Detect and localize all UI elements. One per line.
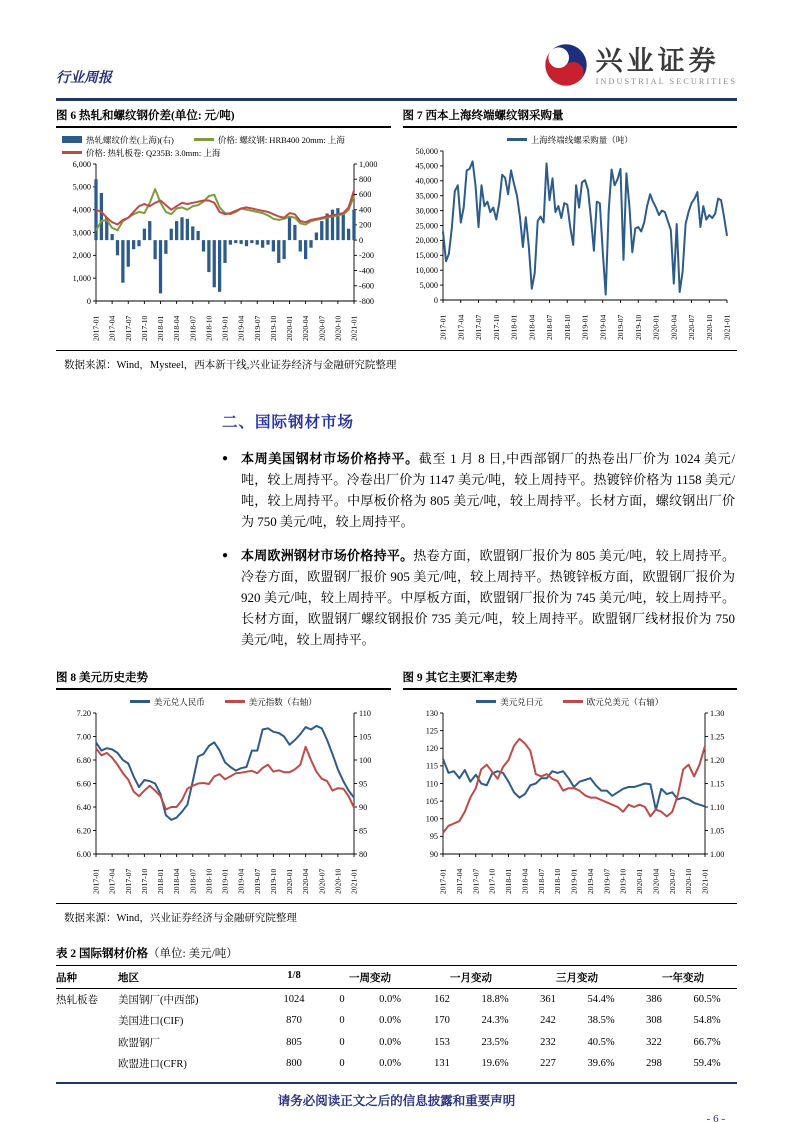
svg-text:110: 110 <box>425 778 438 788</box>
svg-text:1.15: 1.15 <box>709 778 724 788</box>
svg-text:2018-10: 2018-10 <box>552 868 562 894</box>
table-caption <box>56 945 737 961</box>
svg-text:-400: -400 <box>359 265 375 275</box>
svg-text:6.40: 6.40 <box>76 802 91 812</box>
page-header <box>0 0 793 93</box>
bullet-list <box>222 448 735 650</box>
svg-text:2018-10: 2018-10 <box>204 315 214 341</box>
svg-text:115: 115 <box>425 761 438 771</box>
svg-text:35,000: 35,000 <box>414 191 438 200</box>
svg-text:2017-01: 2017-01 <box>91 868 101 894</box>
svg-text:2020-10: 2020-10 <box>683 868 693 894</box>
svg-text:90: 90 <box>429 849 438 859</box>
svg-text:105: 105 <box>425 796 438 806</box>
svg-text:2021-01: 2021-01 <box>349 868 359 894</box>
figure-7 <box>403 104 738 350</box>
bullet-body: 截至 1 月 8 日,中西部钢厂的热卷出厂价为 1024 美元/吨，较上周持平。冷卷出厂价为 1147 美元/吨，较上周持平。热镀锌价格为 1158 美元/吨，较上周持平。中厚板价格为 805 美元/吨，较上周持平。长材方面，螺纹钢出厂价为 750 美元/吨，较上周持平。 <box>241 450 735 529</box>
svg-text:2019-01: 2019-01 <box>220 315 230 341</box>
svg-text:2020-07: 2020-07 <box>317 315 327 341</box>
svg-text:2020-04: 2020-04 <box>301 315 311 341</box>
svg-text:2017-04: 2017-04 <box>455 314 465 340</box>
svg-text:45,000: 45,000 <box>414 161 438 171</box>
svg-text:10,000: 10,000 <box>414 265 438 275</box>
svg-text:100: 100 <box>425 814 438 824</box>
svg-text:2018-01: 2018-01 <box>156 868 166 894</box>
legend-swatch <box>194 138 214 141</box>
svg-text:2018-10: 2018-10 <box>562 314 572 340</box>
legend-label: 热轧螺纹价差(上海)(右) <box>86 134 174 145</box>
svg-text:2020-07: 2020-07 <box>686 314 696 340</box>
svg-text:400: 400 <box>359 204 372 214</box>
svg-text:25,000: 25,000 <box>414 220 438 230</box>
svg-text:95: 95 <box>429 831 438 841</box>
legend-swatch <box>507 138 527 141</box>
svg-text:4,000: 4,000 <box>72 204 91 214</box>
svg-text:2020-04: 2020-04 <box>650 868 660 894</box>
svg-text:15,000: 15,000 <box>414 250 438 260</box>
svg-text:2018-01: 2018-01 <box>156 315 166 341</box>
col-header: 一年变动 <box>662 972 704 984</box>
svg-text:2017-10: 2017-10 <box>491 314 501 340</box>
data-source-2: 数据来源：Wind，兴业证券经济与金融研究院整理 <box>64 912 297 924</box>
svg-text:2020-04: 2020-04 <box>301 868 311 894</box>
svg-text:105: 105 <box>359 731 372 741</box>
svg-text:1.25: 1.25 <box>709 731 724 741</box>
col-header: 三月变动 <box>556 972 598 984</box>
table-caption-unit: （单位: 美元/吨） <box>148 947 238 960</box>
svg-text:2017-10: 2017-10 <box>487 868 497 894</box>
svg-text:2018-07: 2018-07 <box>188 868 198 894</box>
svg-text:6.20: 6.20 <box>76 825 91 835</box>
svg-text:2,000: 2,000 <box>72 250 91 260</box>
svg-text:2017-07: 2017-07 <box>470 868 480 894</box>
svg-text:2019-01: 2019-01 <box>220 868 230 894</box>
svg-text:2019-07: 2019-07 <box>252 315 262 341</box>
section-number: 二、 <box>222 413 256 431</box>
svg-text:2019-04: 2019-04 <box>597 314 607 340</box>
svg-text:40,000: 40,000 <box>414 176 438 186</box>
svg-text:2021-01: 2021-01 <box>349 315 359 341</box>
international-steel-price-table <box>56 965 737 1075</box>
bullet-icon: ● <box>222 452 229 464</box>
figure-9 <box>403 666 738 903</box>
col-header: 1/8 <box>287 969 301 981</box>
svg-text:600: 600 <box>359 189 372 199</box>
svg-text:30,000: 30,000 <box>414 205 438 215</box>
legend-swatch <box>130 700 150 703</box>
svg-text:2020-04: 2020-04 <box>668 314 678 340</box>
svg-text:2020-01: 2020-01 <box>651 314 661 340</box>
svg-text:2018-10: 2018-10 <box>204 868 214 894</box>
svg-text:120: 120 <box>425 743 438 753</box>
table-header-row <box>56 966 737 989</box>
svg-text:5,000: 5,000 <box>419 280 438 290</box>
legend-label: 欧元兑美元（右轴） <box>586 696 664 707</box>
svg-text:50,000: 50,000 <box>414 146 438 156</box>
svg-text:0: 0 <box>86 296 91 306</box>
table-caption-title: 表 2 国际钢材价格 <box>56 947 148 960</box>
svg-text:2018-07: 2018-07 <box>544 314 554 340</box>
svg-text:1.00: 1.00 <box>709 849 724 859</box>
col-header: 一周变动 <box>349 972 391 984</box>
legend-label: 美元兑人民币 <box>153 696 205 707</box>
page-number: - 6 - <box>706 1113 725 1122</box>
svg-text:7.00: 7.00 <box>76 731 91 741</box>
svg-text:2017-01: 2017-01 <box>438 314 448 340</box>
svg-text:2020-10: 2020-10 <box>333 315 343 341</box>
svg-text:2020-01: 2020-01 <box>285 868 295 894</box>
legend-label: 价格: 螺纹钢: HRB400 20mm: 上海 <box>217 134 345 145</box>
svg-text:2020-10: 2020-10 <box>704 314 714 340</box>
svg-text:6,000: 6,000 <box>72 159 91 169</box>
svg-text:6.80: 6.80 <box>76 755 91 765</box>
svg-text:6.60: 6.60 <box>76 778 91 788</box>
svg-text:2021-01: 2021-01 <box>700 868 710 894</box>
legend-label: 价格: 热轧板卷: Q235B: 3.0mm: 上海 <box>86 147 221 158</box>
legend-swatch <box>563 700 583 703</box>
svg-text:2017-07: 2017-07 <box>473 314 483 340</box>
svg-text:2019-10: 2019-10 <box>268 868 278 894</box>
figure-7-title: 图 7 西本上海终端螺纹钢采购量 <box>403 104 738 128</box>
svg-text:80: 80 <box>359 849 368 859</box>
bullet-lead: 本周美国钢材市场价格持平。 <box>241 450 419 466</box>
svg-text:1.05: 1.05 <box>709 825 724 835</box>
brand-name-cn: 兴业证券 <box>595 46 720 77</box>
svg-text:200: 200 <box>359 220 372 230</box>
svg-text:2019-04: 2019-04 <box>236 868 246 894</box>
svg-text:2019-10: 2019-10 <box>633 314 643 340</box>
svg-text:2020-01: 2020-01 <box>634 868 644 894</box>
svg-text:800: 800 <box>359 174 372 184</box>
svg-text:2018-04: 2018-04 <box>519 868 529 894</box>
svg-text:2018-01: 2018-01 <box>509 314 519 340</box>
svg-text:2018-07: 2018-07 <box>536 868 546 894</box>
svg-text:90: 90 <box>359 802 368 812</box>
svg-text:1.20: 1.20 <box>709 755 724 765</box>
report-type-label: 行业周报 <box>56 69 112 85</box>
svg-text:2020-01: 2020-01 <box>285 315 295 341</box>
figure-8 <box>56 666 391 903</box>
chart-usd-history <box>56 690 391 903</box>
chart-hotrolled-rebar-spread <box>56 128 391 350</box>
svg-text:2019-10: 2019-10 <box>268 315 278 341</box>
svg-text:2021-01: 2021-01 <box>722 314 732 340</box>
svg-text:95: 95 <box>359 778 368 788</box>
svg-text:2018-07: 2018-07 <box>188 315 198 341</box>
svg-text:100: 100 <box>359 755 372 765</box>
svg-text:125: 125 <box>425 725 438 735</box>
svg-text:110: 110 <box>359 708 371 718</box>
svg-text:130: 130 <box>425 708 438 718</box>
legend-swatch <box>225 700 245 703</box>
svg-text:2020-10: 2020-10 <box>333 868 343 894</box>
bullet-lead: 本周欧洲钢材市场价格持平。 <box>241 547 414 563</box>
chart-shanghai-rebar-purchase <box>403 128 738 349</box>
svg-text:5,000: 5,000 <box>72 182 91 192</box>
svg-text:2019-04: 2019-04 <box>585 868 595 894</box>
svg-text:2017-10: 2017-10 <box>139 868 149 894</box>
svg-text:2019-01: 2019-01 <box>580 314 590 340</box>
svg-text:2018-04: 2018-04 <box>526 314 536 340</box>
svg-text:0: 0 <box>359 235 364 245</box>
svg-text:2017-07: 2017-07 <box>123 868 133 894</box>
svg-text:2019-07: 2019-07 <box>615 314 625 340</box>
svg-text:2020-07: 2020-07 <box>667 868 677 894</box>
brand-swirl-icon <box>543 42 589 93</box>
svg-text:2019-01: 2019-01 <box>569 868 579 894</box>
figure-row-1 <box>56 101 737 351</box>
data-source-1: 数据来源：Wind，Mysteel，西本新干线,兴业证券经济与金融研究院整理 <box>64 359 397 371</box>
legend-label: 上海终端线螺采购量（吨） <box>530 134 633 145</box>
figure-8-title: 图 8 美元历史走势 <box>56 666 391 690</box>
svg-text:2019-10: 2019-10 <box>618 868 628 894</box>
footer-rule <box>56 1082 737 1085</box>
svg-text:6.00: 6.00 <box>76 849 91 859</box>
svg-text:2017-10: 2017-10 <box>139 315 149 341</box>
svg-text:1,000: 1,000 <box>72 273 91 283</box>
figure-6-title: 图 6 热轧和螺纹钢价差(单位: 元/吨) <box>56 104 391 128</box>
legend-swatch <box>476 700 496 703</box>
legend-label: 美元指数（右轴） <box>248 696 317 707</box>
table-row: 美国进口(CIF) 870 0 0.0% 170 24.3% 242 38.5% 308 54.8% <box>118 1015 721 1028</box>
svg-text:0: 0 <box>433 295 438 305</box>
svg-text:-600: -600 <box>359 281 375 291</box>
svg-text:2019-07: 2019-07 <box>601 868 611 894</box>
svg-text:1.30: 1.30 <box>709 708 724 718</box>
svg-text:2017-07: 2017-07 <box>123 315 133 341</box>
col-header: 品种 <box>56 972 77 984</box>
table-row: 欧盟进口(CFR) 800 0 0.0% 131 19.6% 227 39.6% 298 59.4% <box>118 1058 721 1071</box>
legend-swatch <box>62 136 82 143</box>
svg-text:2017-04: 2017-04 <box>107 868 117 894</box>
svg-text:2019-04: 2019-04 <box>236 315 246 341</box>
col-header: 地区 <box>118 972 139 984</box>
svg-text:-800: -800 <box>359 296 375 306</box>
svg-text:2018-01: 2018-01 <box>503 868 513 894</box>
section-title <box>222 410 737 432</box>
table-row: 热轧板卷 美国钢厂(中西部) 1024 0 0.0% 162 18.8% 361 54.4% 386 60.5% <box>56 993 721 1006</box>
svg-text:20,000: 20,000 <box>414 235 438 245</box>
bullet-icon: ● <box>222 549 229 561</box>
svg-text:85: 85 <box>359 825 368 835</box>
svg-text:1,000: 1,000 <box>359 159 378 169</box>
bullet-us-steel <box>222 448 735 532</box>
legend-swatch <box>62 151 82 154</box>
section-title-text: 国际钢材市场 <box>255 413 355 431</box>
bullet-body: 热卷方面，欧盟钢厂报价为 805 美元/吨，较上周持平。冷卷方面，欧盟钢厂报价 905 美元/吨，较上周持平。热镀锌板方面，欧盟钢厂报价为 920 美元/吨，较上周持平。中厚板方面，欧盟钢厂报价为 745 美元/吨，较上周持平。长材方面，欧盟钢厂螺纹钢报价 735 美元/吨，较上周持平。欧盟钢厂线材报价为 750 美元/吨，较上周持平。 <box>241 547 735 647</box>
svg-text:2017-01: 2017-01 <box>438 868 448 894</box>
figure-row-2 <box>56 663 737 904</box>
svg-text:3,000: 3,000 <box>72 227 91 237</box>
legend-label: 美元兑日元 <box>500 696 543 707</box>
brand-logo <box>543 42 737 93</box>
svg-text:1.10: 1.10 <box>709 802 724 812</box>
col-header: 一月变动 <box>450 972 492 984</box>
svg-text:2020-07: 2020-07 <box>317 868 327 894</box>
figure-9-title: 图 9 其它主要汇率走势 <box>403 666 738 690</box>
footer-disclaimer: 请务必阅读正文之后的信息披露和重要声明 <box>277 1094 516 1108</box>
bullet-eu-steel <box>222 545 735 650</box>
svg-text:-200: -200 <box>359 250 375 260</box>
svg-text:2017-04: 2017-04 <box>107 315 117 341</box>
svg-text:7.20: 7.20 <box>76 708 91 718</box>
svg-text:2018-04: 2018-04 <box>172 315 182 341</box>
brand-name-en: INDUSTRIAL SECURITIES <box>595 77 737 87</box>
svg-text:2018-04: 2018-04 <box>172 868 182 894</box>
table-row: 欧盟钢厂 805 0 0.0% 153 23.5% 232 40.5% 322 66.7% <box>118 1036 721 1049</box>
svg-text:2017-01: 2017-01 <box>91 315 101 341</box>
figure-6 <box>56 104 391 350</box>
chart-other-fx <box>403 690 738 903</box>
svg-text:2017-04: 2017-04 <box>454 868 464 894</box>
svg-text:2019-07: 2019-07 <box>252 868 262 894</box>
